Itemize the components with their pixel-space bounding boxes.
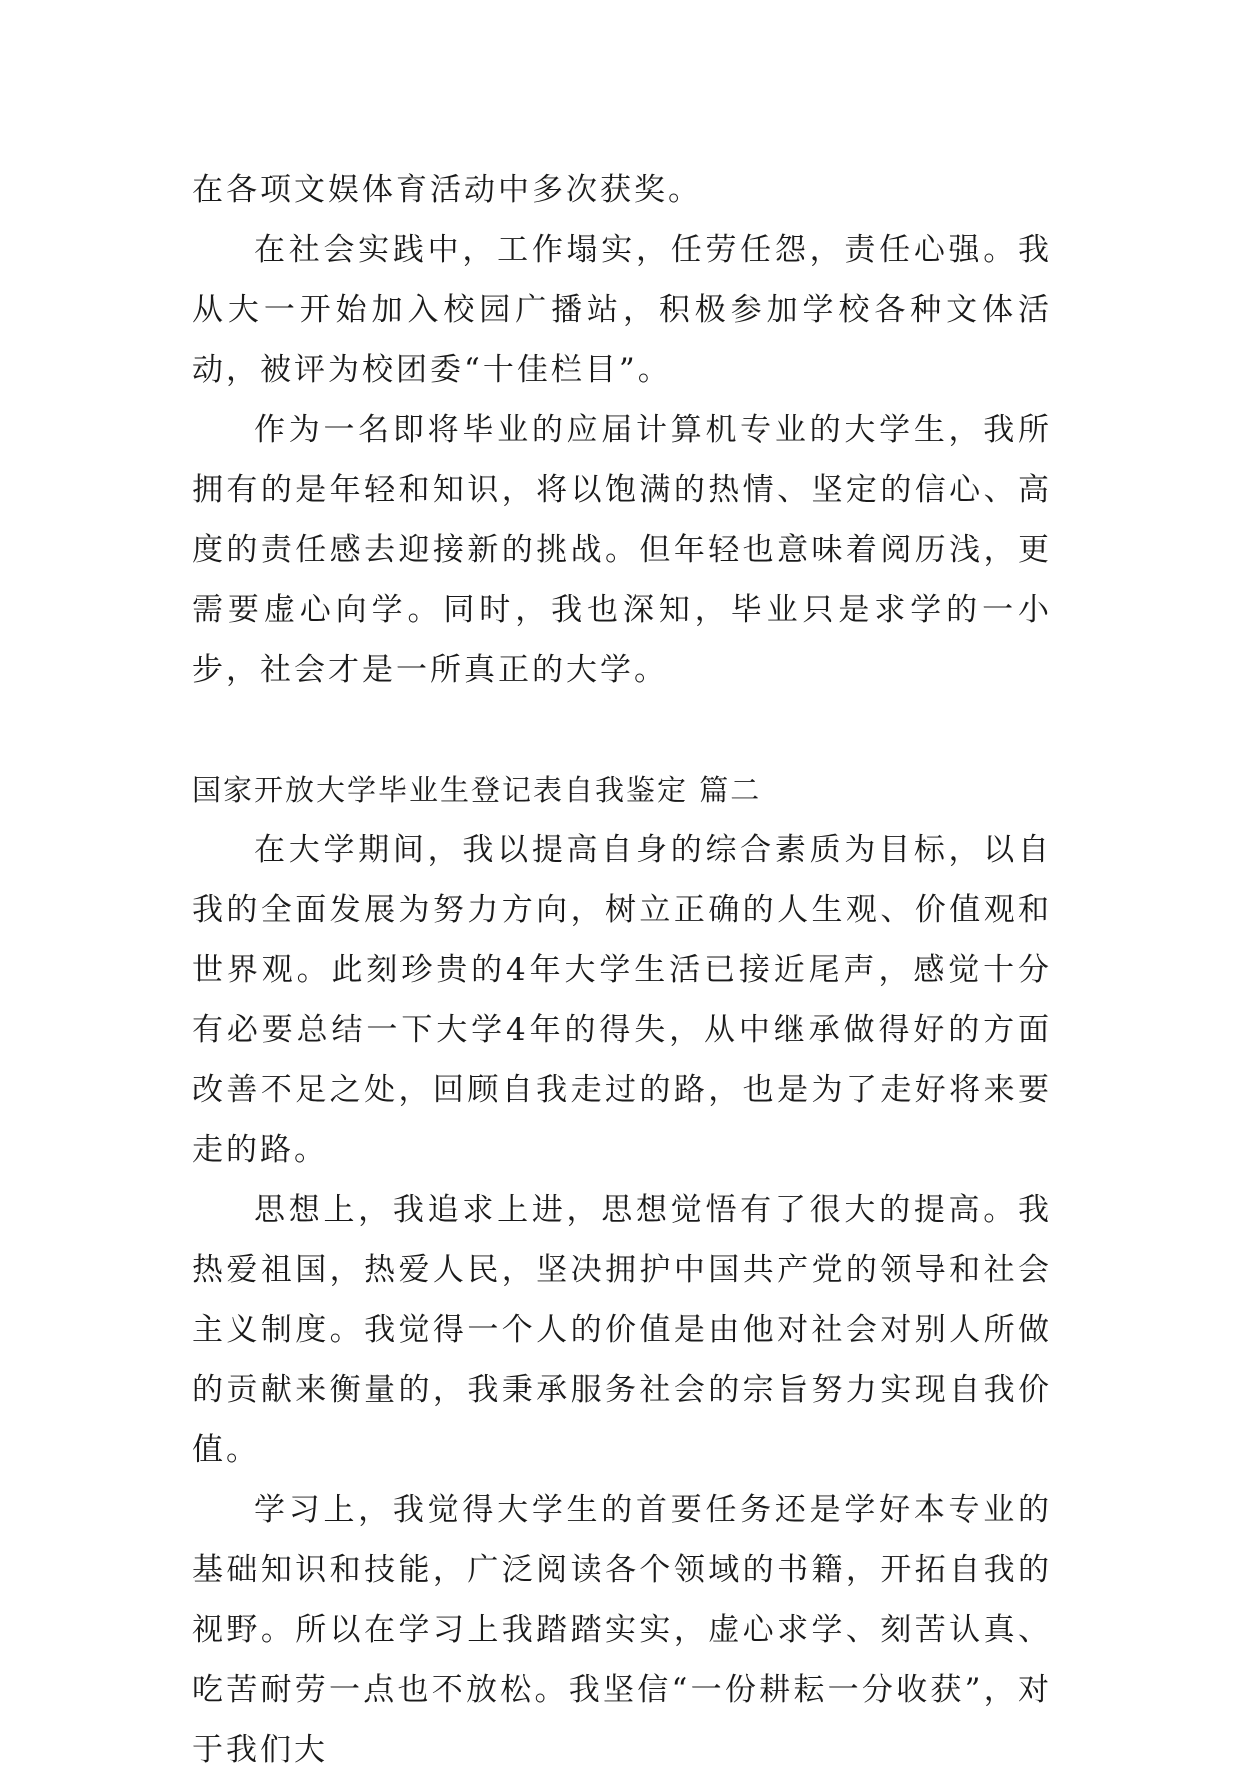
- section-title: 国家开放大学毕业生登记表自我鉴定 篇二: [192, 773, 762, 807]
- document-body: [192, 160, 1052, 1780]
- paragraph: 学习上，我觉得大学生的首要任务还是学好本专业的基础知识和技能，广泛阅读各个领域的书籍，开拓自我的视野。所以在学习上我踏踏实实，虚心求学、刻苦认真、吃苦耐劳一点也不放松。我坚信“一份耕耘一分收获”，对于我们大: [192, 1492, 1052, 1768]
- paragraph: 在社会实践中，工作塌实，任劳任怨，责任心强。我从大一开始加入校园广播站，积极参加学校各种文体活动，被评为校团委“十佳栏目”。: [192, 232, 1052, 388]
- paragraph: 作为一名即将毕业的应届计算机专业的大学生，我所拥有的是年轻和知识，将以饱满的热情、坚定的信心、高度的责任感去迎接新的挑战。但年轻也意味着阅历浅，更需要虚心向学。同时，我也深知，毕业只是求学的一小步，社会才是一所真正的大学。: [192, 412, 1052, 688]
- paragraph: 在大学期间，我以提高自身的综合素质为目标，以自我的全面发展为努力方向，树立正确的人生观、价值观和世界观。此刻珍贵的4年大学生活已接近尾声，感觉十分有必要总结一下大学4年的得失，从中继承做得好的方面改善不足之处，回顾自我走过的路，也是为了走好将来要走的路。: [192, 832, 1052, 1168]
- paragraph: 思想上，我追求上进，思想觉悟有了很大的提高。我热爱祖国，热爱人民，坚决拥护中国共产党的领导和社会主义制度。我觉得一个人的价值是由他对社会对别人所做的贡献来衡量的，我秉承服务社会的宗旨努力实现自我价值。: [192, 1192, 1052, 1468]
- paragraph: 在各项文娱体育活动中多次获奖。: [192, 172, 702, 208]
